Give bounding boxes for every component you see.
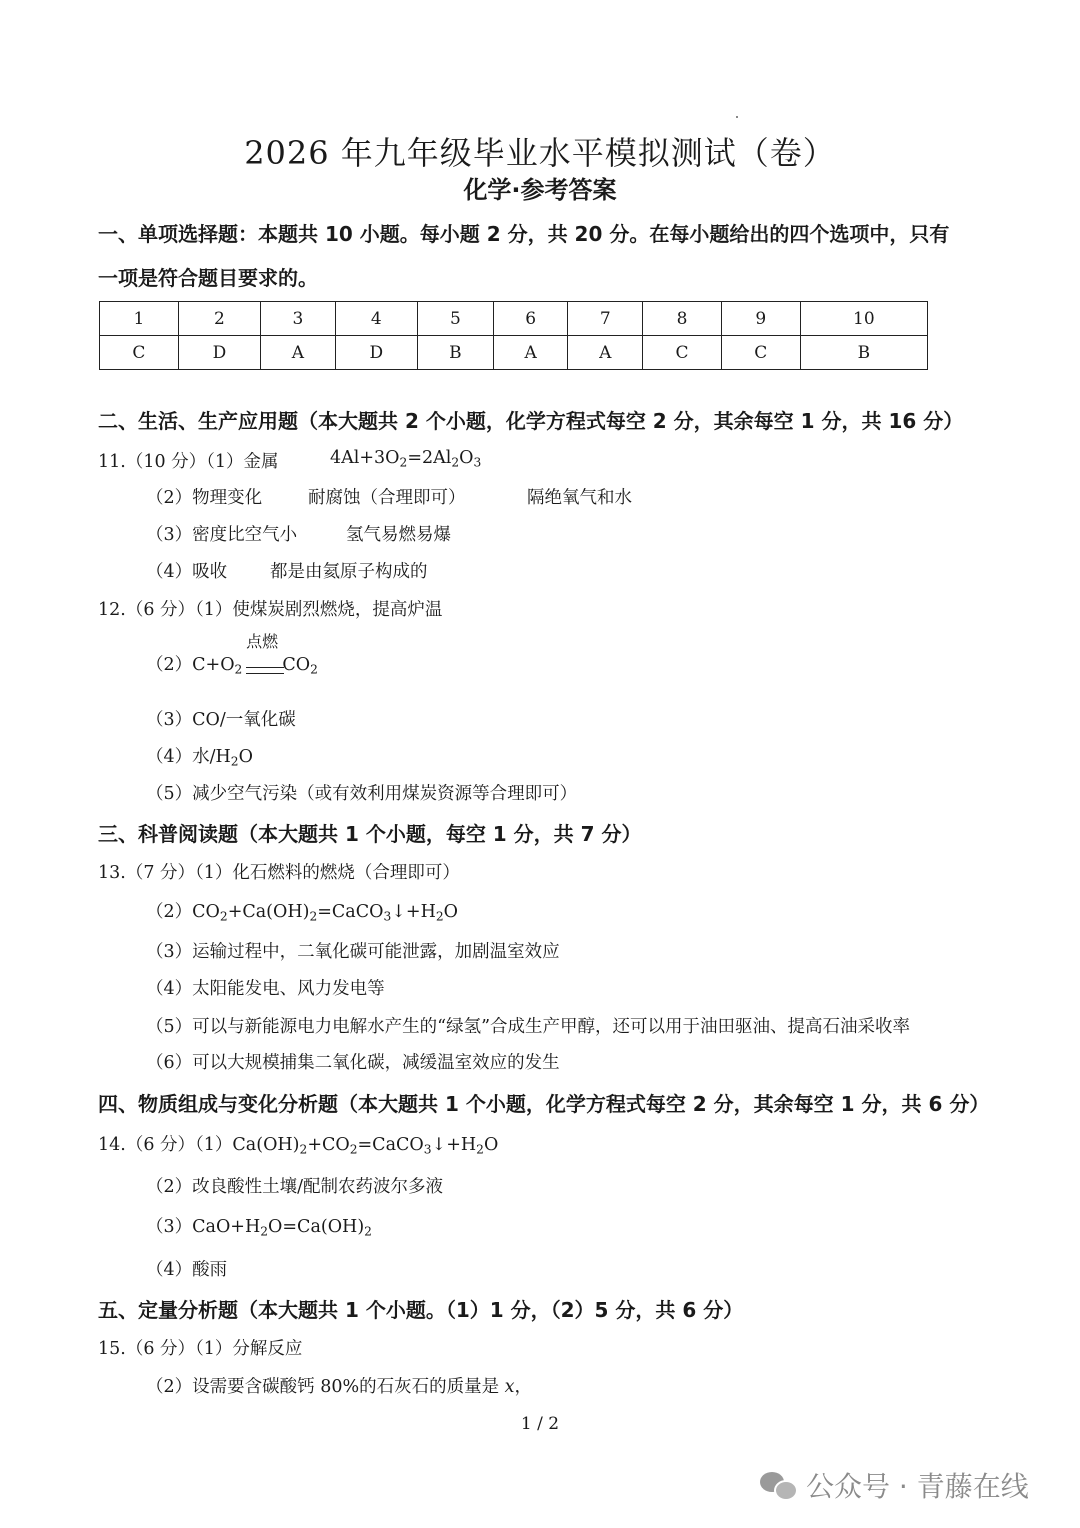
section3-heading: 三、科普阅读题（本大题共 1 个小题，每空 1 分，共 7 分） <box>98 822 642 846</box>
q14-part4: （4）酸雨 <box>146 1260 228 1280</box>
q11-equation: $4Al+3O_2=2Al_2O_3$ <box>330 448 482 470</box>
answer-number: 10 <box>800 302 927 336</box>
q15-part2: （2）设需要含碳酸钙 80%的石灰石的质量是 x， <box>146 1377 533 1397</box>
q11-part2-c: 隔绝氧气和水 <box>527 488 632 508</box>
answer-number: 1 <box>100 302 179 336</box>
page-number: 1 / 2 <box>520 1414 560 1434</box>
section1-heading-line2: 一项是符合题目要求的。 <box>98 266 318 290</box>
q11-label: 11.（10 分）（1）金属 <box>98 452 279 472</box>
q12-equation: $C+O_2$ $CO_2$ 点燃 <box>192 655 318 675</box>
q14-part2: （2）改良酸性土壤/配制农药波尔多液 <box>146 1177 444 1197</box>
answer-choice: A <box>493 336 568 370</box>
watermark-text: 公众号 · 青藤在线 <box>806 1470 1029 1503</box>
answer-choice: C <box>721 336 800 370</box>
q11-part4-b: 都是由氦原子构成的 <box>270 562 428 582</box>
answer-choice: C <box>643 336 722 370</box>
answer-choice: A <box>261 336 336 370</box>
q11-part3-b: 氢气易燃易爆 <box>346 525 451 545</box>
q13-part5: （5）可以与新能源电力电解水产生的“绿氢”合成生产甲醇，还可以用于油田驱油、提高石油采收率 <box>146 1017 911 1037</box>
q12-part5: （5）减少空气污染（或有效利用煤炭资源等合理即可） <box>146 784 578 804</box>
answer-number: 6 <box>493 302 568 336</box>
answer-number: 7 <box>568 302 643 336</box>
answer-table-number-row <box>100 302 928 336</box>
equals-sign <box>246 667 284 674</box>
q11-part2-b: 耐腐蚀（合理即可） <box>308 488 466 508</box>
q14-part3: $(3)CaO+H_2O=Ca(OH)_2$ <box>146 1217 372 1239</box>
answer-number: 9 <box>721 302 800 336</box>
reaction-condition: 点燃 <box>246 632 279 651</box>
answer-number: 8 <box>643 302 722 336</box>
scan-dot <box>736 116 738 118</box>
q13-part3: （3）运输过程中，二氧化碳可能泄露，加剧温室效应 <box>146 942 560 962</box>
section5-heading: 五、定量分析题（本大题共 1 个小题。（1）1 分，（2）5 分，共 6 分） <box>98 1298 744 1322</box>
page-title: 2026 年九年级毕业水平模拟测试（卷） <box>244 134 836 172</box>
q13-part6: （6）可以大规模捕集二氧化碳，减缓温室效应的发生 <box>146 1053 560 1073</box>
q11-part2-a: （2）物理变化 <box>146 488 263 508</box>
q12-part4: （4）水$/H_2O$ <box>146 747 253 769</box>
answer-choice: C <box>100 336 179 370</box>
page-subtitle: 化学·参考答案 <box>463 176 617 204</box>
q13-part2: $(2)CO_2+Ca(OH)_2=CaCO_3↓+H_2O$ <box>146 902 459 924</box>
answer-number: 5 <box>417 302 493 336</box>
answer-choice: B <box>417 336 493 370</box>
watermark <box>760 1465 1029 1505</box>
section2-heading: 二、生活、生产应用题（本大题共 2 个小题，化学方程式每空 2 分，其余每空 1 分，共 16 分） <box>98 409 964 433</box>
q12-part2: $(2)C+O_2$ $CO_2$ 点燃 <box>146 651 318 676</box>
wechat-icon <box>760 1470 796 1500</box>
q11-part4-a: （4）吸收 <box>146 562 228 582</box>
answer-choice: A <box>568 336 643 370</box>
answer-number: 3 <box>261 302 336 336</box>
answer-table <box>99 301 928 370</box>
q14-part1: 14.（6 分）$(1)Ca(OH)_2+CO_2=CaCO_3↓+H_2O$ <box>98 1135 499 1157</box>
answer-choice: D <box>178 336 260 370</box>
q12-label: 12.（6 分）（1）使煤炭剧烈燃烧，提高炉温 <box>98 600 443 620</box>
section4-heading: 四、物质组成与变化分析题（本大题共 1 个小题，化学方程式每空 2 分，其余每空 1 分，共 6 分） <box>98 1092 990 1116</box>
answer-number: 4 <box>335 302 417 336</box>
answer-choice: B <box>800 336 927 370</box>
q15-label: 15.（6 分）（1）分解反应 <box>98 1339 303 1359</box>
answer-number: 2 <box>178 302 260 336</box>
section1-heading-line1: 一、单项选择题：本题共 10 小题。每小题 2 分，共 20 分。在每小题给出的四个选项中，只有 <box>98 222 950 246</box>
answer-table-answer-row <box>100 336 928 370</box>
q13-label: 13.（7 分）（1）化石燃料的燃烧（合理即可） <box>98 863 460 883</box>
answer-choice: D <box>335 336 417 370</box>
q11-part3-a: （3）密度比空气小 <box>146 525 298 545</box>
q13-part4: （4）太阳能发电、风力发电等 <box>146 979 385 999</box>
q12-part3: （3）CO/一氧化碳 <box>146 710 296 730</box>
